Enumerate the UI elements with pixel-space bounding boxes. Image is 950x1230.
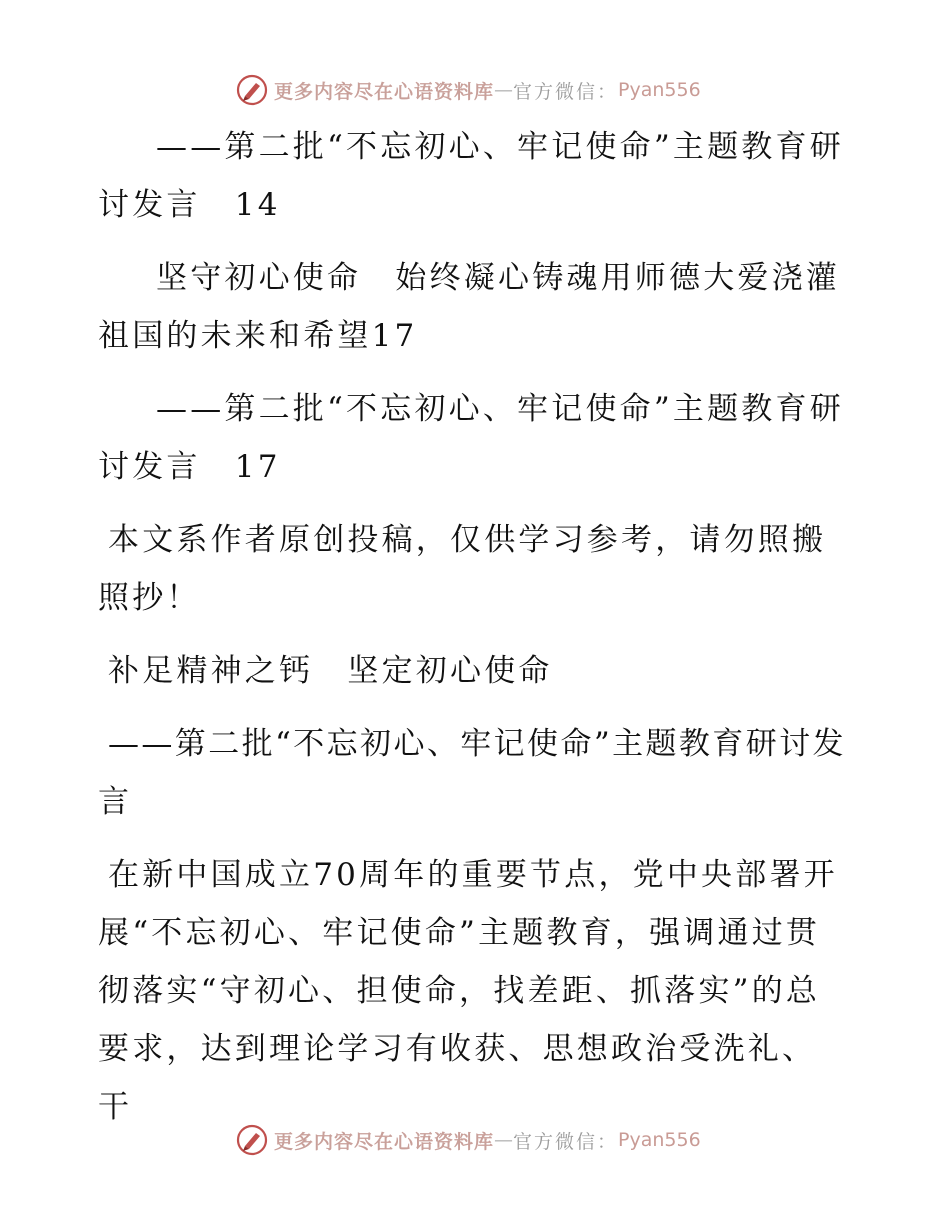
- footer-watermark: [236, 1123, 701, 1157]
- header-watermark: [236, 73, 701, 107]
- toc-entry-title: 坚守初心使命 始终凝心铸魂用师德大爱浇灌祖国的未来和希望17: [98, 260, 840, 354]
- copyright-notice: 本文系作者原创投稿，仅供学习参考，请勿照搬照抄！: [98, 522, 827, 616]
- watermark-dash: —: [494, 79, 514, 101]
- pen-logo-icon: [236, 74, 268, 106]
- watermark-main-text: 更多内容尽在心语资料库: [274, 1130, 495, 1153]
- toc-entry-subtitle: ——第二批“不忘初心、牢记使命”主题教育研讨发言 17: [98, 391, 844, 485]
- body-paragraph: 在新中国成立70周年的重要节点，党中央部署开展“不忘初心、牢记使命”主题教育，强调通过贯彻落实“守初心、担使命，找差距、抓落实”的总要求，达到理论学习有收获、思想政治受洗礼、干: [98, 857, 838, 1125]
- watermark-label: 官方微信：: [513, 1130, 619, 1153]
- article-subtitle: ——第二批“不忘初心、牢记使命”主题教育研讨发言: [98, 726, 846, 820]
- watermark-id: Pyan556: [618, 1129, 701, 1151]
- toc-entry-subtitle: ——第二批“不忘初心、牢记使命”主题教育研讨发言 14: [98, 129, 844, 223]
- article-title: 补足精神之钙 坚定初心使命: [108, 653, 553, 689]
- watermark-main-text: 更多内容尽在心语资料库: [274, 80, 495, 103]
- document-body: [98, 118, 850, 1151]
- watermark-id: Pyan556: [618, 79, 701, 101]
- watermark-label: 官方微信：: [513, 80, 619, 103]
- pen-logo-icon: [236, 1124, 268, 1156]
- watermark-dash: —: [494, 1129, 514, 1151]
